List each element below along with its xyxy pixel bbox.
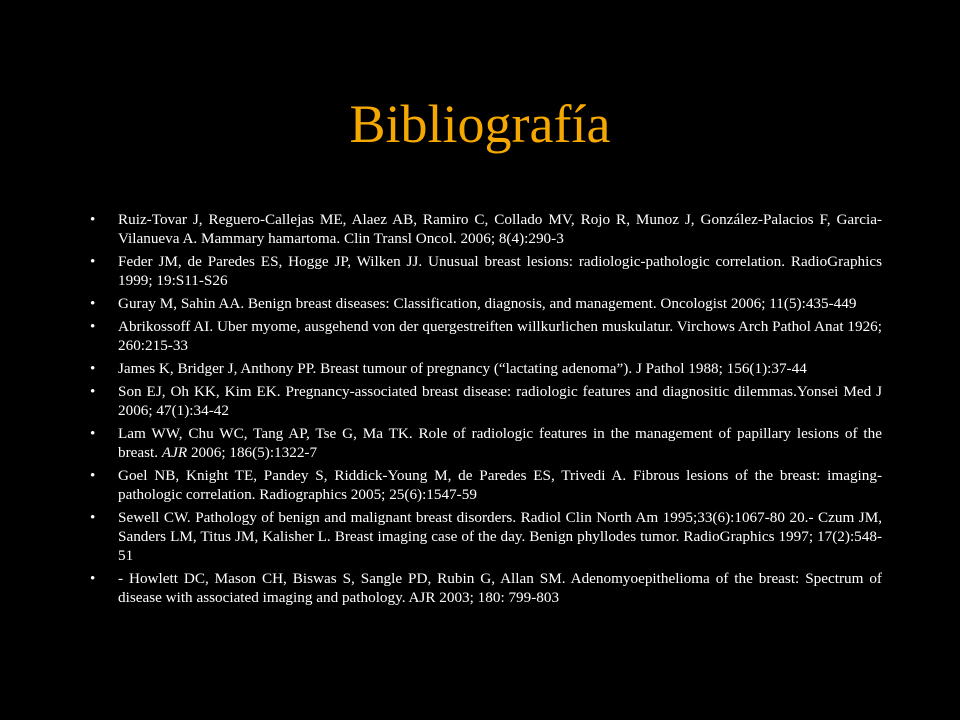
reference-text: 2006; 186(5):1322-7	[187, 444, 318, 461]
reference-item	[90, 508, 882, 565]
reference-item	[90, 317, 882, 355]
reference-text: Guray M, Sahin AA. Benign breast diseases: Classification, diagnosis, and management. Oncologist 2006; 11(5):435-449	[118, 295, 857, 312]
bullet-icon: •	[90, 467, 96, 484]
bullet-icon: •	[90, 253, 96, 270]
reference-item	[90, 252, 882, 290]
reference-text: Goel NB, Knight TE, Pandey S, Riddick-Young M, de Paredes ES, Trivedi A. Fibrous lesions of the breast: imaging-pathologic correlation. Radiographics 2005; 25(6):1547-59	[118, 467, 882, 503]
reference-item	[90, 569, 882, 607]
reference-text: Sewell CW. Pathology of benign and malignant breast disorders. Radiol Clin North Am 1995;33(6):1067-80 20.- Czum JM, Sanders LM, Titus JM, Kalisher L. Breast imaging case of the day. Benign phyllodes tumor. RadioGraphics 1997; 17(2):548-51	[118, 509, 882, 564]
reference-text: Feder JM, de Paredes ES, Hogge JP, Wilken JJ. Unusual breast lesions: radiologic-pathologic correlation. RadioGraphics 1999; 19:S11-S26	[118, 253, 882, 289]
bullet-icon: •	[90, 509, 96, 526]
reference-item	[90, 359, 882, 378]
bullet-icon: •	[90, 295, 96, 312]
reference-text: Abrikossoff AI. Uber myome, ausgehend von der quergestreiften willkurlichen muskulatur. Virchows Arch Pathol Anat 1926; 260:215-33	[118, 318, 882, 354]
reference-list	[90, 210, 882, 611]
bullet-icon: •	[90, 425, 96, 442]
slide-title: Bibliografía	[349, 94, 611, 154]
reference-text: Lam WW, Chu WC, Tang AP, Tse G, Ma TK. Role of radiologic features in the management of papillary lesions of the breast.	[118, 425, 882, 461]
reference-text: - Howlett DC, Mason CH, Biswas S, Sangle PD, Rubin G, Allan SM. Adenomyoepithelioma of the breast: Spectrum of disease with associated imaging and pathology. AJR 2003; 180: 799-803	[118, 570, 882, 606]
bullet-icon: •	[90, 211, 96, 228]
reference-journal-italic: AJR	[161, 444, 188, 461]
reference-item	[90, 210, 882, 248]
reference-text: Son EJ, Oh KK, Kim EK. Pregnancy-associated breast disease: radiologic features and diagnositic dilemmas.Yonsei Med J 2006; 47(1):34-42	[118, 383, 882, 419]
reference-item	[90, 294, 882, 313]
reference-text: James K, Bridger J, Anthony PP. Breast tumour of pregnancy (“lactating adenoma”). J Pathol 1988; 156(1):37-44	[118, 360, 807, 377]
bullet-icon: •	[90, 383, 96, 400]
bullet-icon: •	[90, 570, 96, 587]
reference-item	[90, 466, 882, 504]
reference-text: Ruiz-Tovar J, Reguero-Callejas ME, Alaez AB, Ramiro C, Collado MV, Rojo R, Munoz J, González-Palacios F, Garcia-Vilanueva A. Mammary hamartoma. Clin Transl Oncol. 2006; 8(4):290-3	[118, 211, 882, 247]
bullet-icon: •	[90, 318, 96, 335]
reference-item	[90, 424, 882, 462]
bullet-icon: •	[90, 360, 96, 377]
reference-item	[90, 382, 882, 420]
